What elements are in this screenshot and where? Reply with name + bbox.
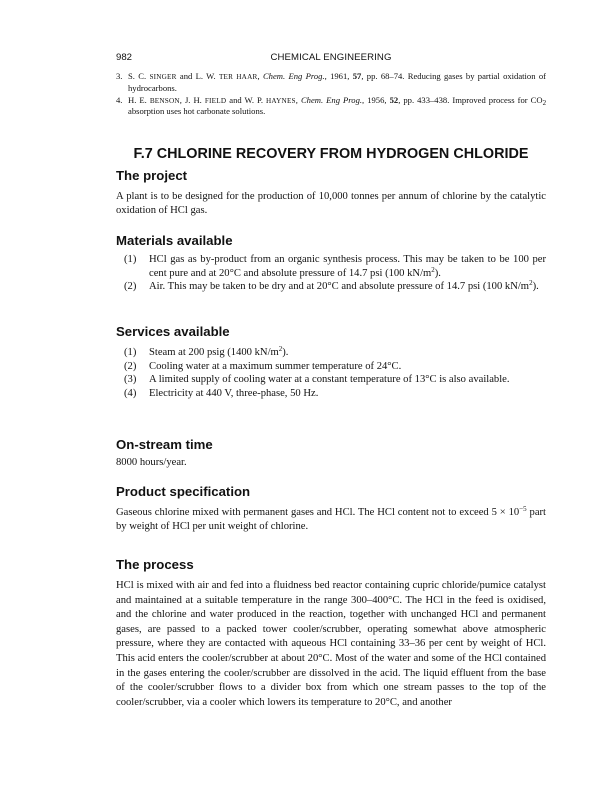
onstream-text: 8000 hours/year. (116, 457, 187, 468)
page-number: 982 (116, 52, 133, 63)
ref-text: and L. W. (179, 71, 216, 81)
ref-journal: Chem. Eng Prog. (300, 94, 363, 105)
list-item (116, 373, 546, 387)
item-text: Electricity at 440 V, three-phase, 50 Hz. (149, 387, 319, 399)
product-text-part: part by weight of HCl per unit weight of chlorine. (116, 507, 546, 533)
ref-text: , pp. 433–438. Improved process for CO (398, 94, 543, 105)
reference-number: 3. (116, 71, 123, 81)
ref-text: H. E. (128, 94, 147, 105)
list-item (116, 387, 546, 401)
item-number: (3) (124, 374, 137, 386)
item-text: ). (282, 347, 289, 358)
ref-author: TER HAAR (218, 73, 258, 81)
product-text-part: Gaseous chlorine mixed with permanent gases and HCl. The HCl content not to exceed 5 × 10 (116, 507, 520, 518)
heading-onstream: On-stream time (116, 437, 213, 452)
item-text: Steam at 200 psig (1400 kN/m (149, 347, 279, 358)
product-text (116, 506, 546, 535)
item-number: (2) (124, 360, 137, 372)
ref-text: , (257, 71, 260, 81)
ref-text: , 1956, (362, 94, 387, 105)
ref-text: , J. H. (179, 94, 202, 105)
section-title: F.7 CHLORINE RECOVERY FROM HYDROGEN CHLORIDE (133, 146, 529, 162)
item-text: Cooling water at a maximum summer temperature of 24°C. (149, 360, 402, 372)
superscript: −5 (519, 505, 527, 513)
item-number: (4) (124, 387, 137, 399)
item-number: (1) (124, 254, 137, 265)
item-text: A limited supply of cooling water at a constant temperature of 13°C is also available. (149, 374, 510, 386)
list-item (116, 360, 546, 374)
reference-item (116, 71, 546, 94)
heading-product: Product specification (116, 484, 251, 499)
ref-author: HAYNES (266, 96, 296, 105)
ref-author: BENSON (149, 96, 180, 105)
heading-materials: Materials available (116, 233, 233, 248)
item-text: Air. This may be taken to be dry and at 20°C and absolute pressure of 14.7 psi (100 kN/m (149, 281, 530, 293)
ref-journal: Chem. Eng Prog. (262, 71, 325, 81)
heading-services: Services available (116, 324, 230, 339)
subscript: 2 (542, 98, 547, 107)
ref-volume: 52 (389, 94, 399, 105)
superscript: 2 (278, 345, 283, 353)
materials-list (116, 253, 546, 294)
item-number: (1) (124, 347, 137, 358)
list-item (116, 346, 546, 360)
services-list (116, 346, 546, 400)
item-text: ). (532, 281, 539, 293)
reference-list (116, 71, 546, 118)
item-text: ). (434, 267, 441, 279)
superscript: 2 (431, 265, 435, 274)
superscript: 2 (529, 279, 533, 288)
ref-text: S. C. (128, 71, 147, 81)
list-item (116, 280, 546, 294)
running-head (116, 52, 546, 66)
ref-text: , pp. 68–74. Reducing gases by partial oxidation of hydrocarbons. (128, 71, 546, 93)
ref-text: and W. P. (229, 94, 264, 105)
project-text: A plant is to be designed for the production of 10,000 tonnes per annum of chlorine by the catalytic oxidation of HCl gas. (116, 191, 546, 217)
ref-text: absorption uses hot carbonate solutions. (128, 106, 266, 117)
running-title: CHEMICAL ENGINEERING (270, 52, 392, 63)
ref-text: , (295, 94, 298, 105)
process-text: HCl is mixed with air and fed into a fluidness bed reactor containing cupric chloride/pumice catalyst and maintained at a suitable temperature in the range 300–400°C. The HCl in the feed is oxidised, and the chlorine and water produced in the reaction, together with unchanged HCl and permanent gases, are passed to a packed tower cooler/scrubber, operating somewhat above atmospheric pressure, where they are contacted with aqueous HCl containing 33–36 per cent by weight of HCl. This acid enters the cooler/scrubber at about 20°C. Most of the water and some of the HCl contained in the gases entering the cooler/scrubber are dissolved in the acid. The liquid effluent from the base of the cooler/scrubber flows to a divider box from which one stream passes to the top of the cooler/scrubber, via a cooler which lowers its temperature to 20°C, and another (116, 580, 546, 708)
heading-process: The process (116, 557, 194, 572)
ref-text: , 1961, (324, 71, 350, 81)
item-text: HCl gas as by-product from an organic synthesis process. This may be taken to be 100 per cent pure and at 20°C and absolute pressure of 14.7 psi (100 kN/m (149, 254, 546, 279)
ref-author: SINGER (149, 73, 177, 81)
heading-project: The project (116, 168, 188, 183)
item-number: (2) (124, 281, 137, 293)
reference-item (116, 95, 546, 118)
ref-author: FIELD (204, 96, 227, 105)
ref-volume: 57 (352, 71, 362, 81)
reference-number: 4. (116, 94, 123, 105)
list-item (116, 253, 546, 280)
